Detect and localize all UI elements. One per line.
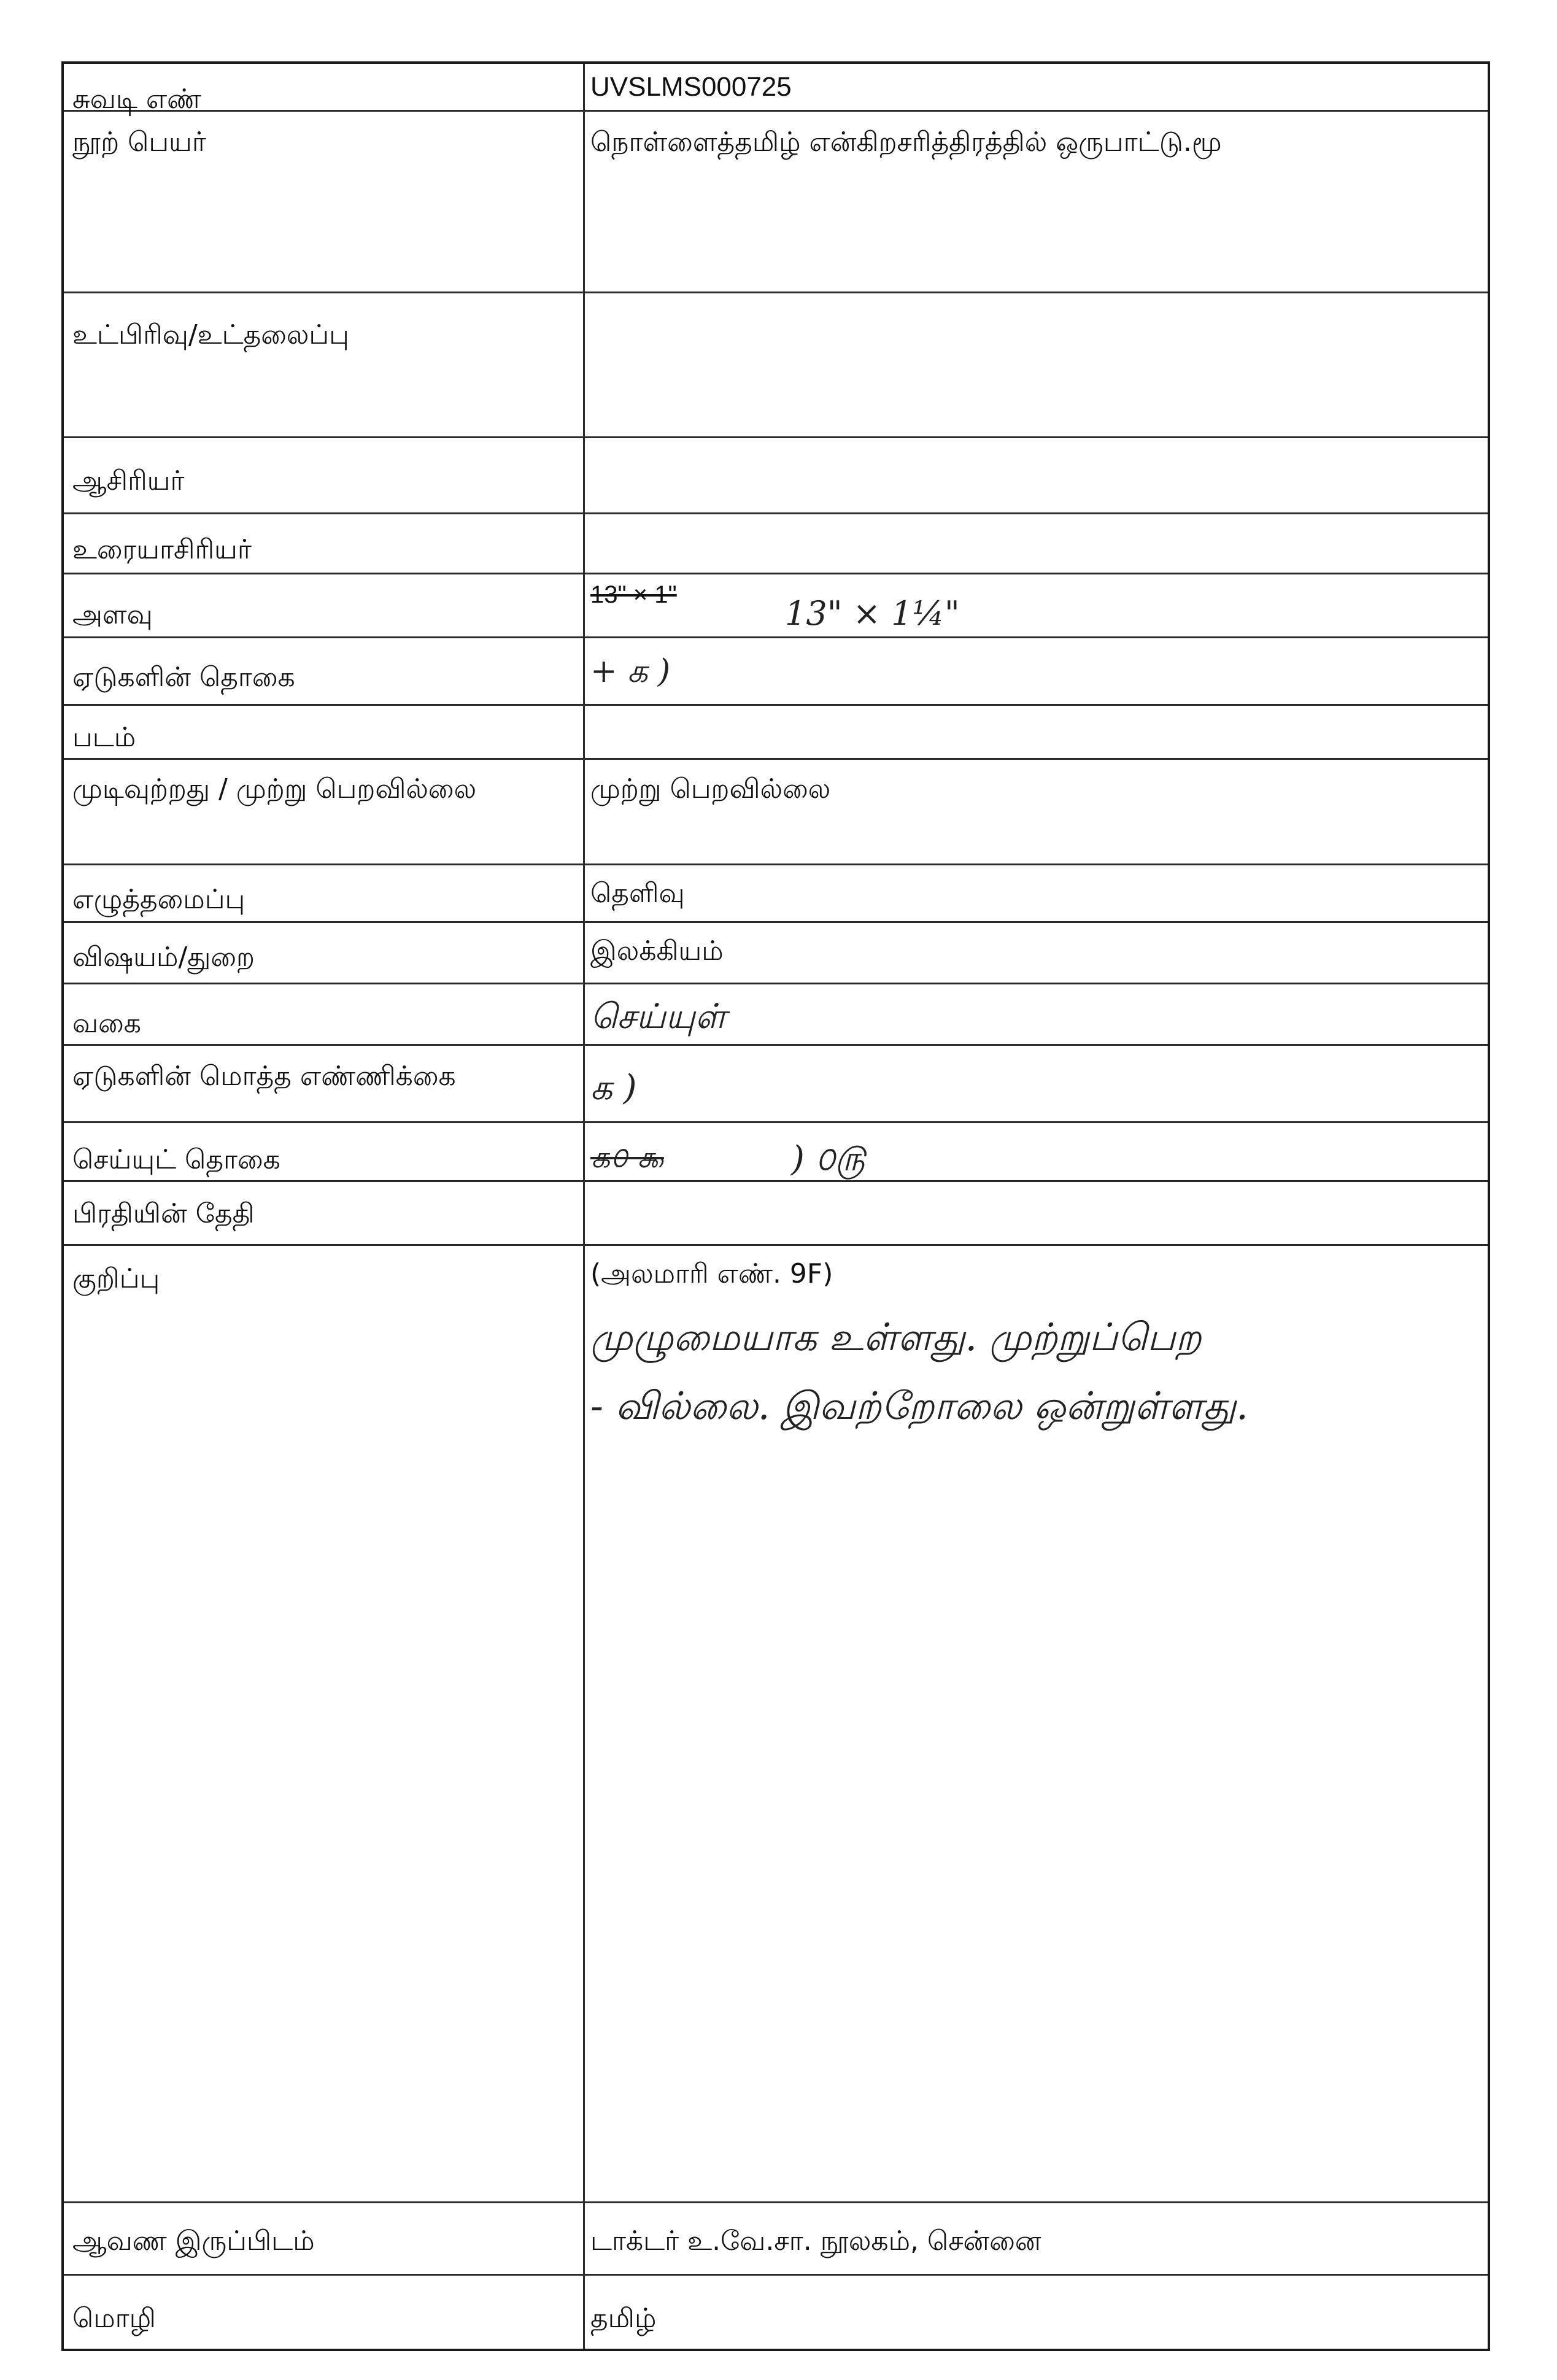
label-language: மொழி — [72, 2303, 156, 2334]
value-script: தெளிவு — [590, 878, 685, 909]
label-verse-count: செய்யுட் தொகை — [72, 1144, 280, 1175]
value-notes-handwritten-line2: - வில்லை. இவற்றோலை ஒன்றுள்ளது. — [590, 1383, 1248, 1428]
label-subject: விஷயம்/துறை — [72, 941, 255, 973]
label-completion: முடிவுற்றது / முற்று பெறவில்லை — [72, 773, 477, 805]
value-verse-count-printed: ௧௦ ௯ — [590, 1140, 664, 1175]
row-total-leaves — [64, 1046, 1488, 1123]
row-repository — [64, 2203, 1488, 2276]
row-notes — [64, 1246, 1488, 2203]
label-leaf-count: ஏடுகளின் தொகை — [72, 662, 295, 693]
catalog-record-table — [61, 61, 1490, 2351]
label-commentator: உரையாசிரியர் — [72, 534, 252, 565]
value-size-printed: 13" × 1" — [590, 581, 677, 608]
label-subdivision: உட்பிரிவு/உட்தலைப்பு — [72, 319, 349, 350]
label-manuscript-number: சுவடி எண் — [72, 83, 202, 115]
row-type — [64, 984, 1488, 1046]
value-type-handwritten: செய்யுள் — [590, 997, 727, 1037]
row-leaf-count — [64, 638, 1488, 706]
label-total-leaves: ஏடுகளின் மொத்த எண்ணிக்கை — [72, 1061, 456, 1092]
row-completion — [64, 760, 1488, 865]
row-subdivision — [64, 293, 1488, 438]
row-verse-count — [64, 1123, 1488, 1182]
value-notes-handwritten-line1: முழுமையாக உள்ளது. முற்றுப்பெற — [590, 1315, 1202, 1359]
value-language: தமிழ் — [590, 2303, 657, 2334]
label-title: நூற் பெயர் — [72, 126, 206, 158]
label-illustration: படம் — [72, 722, 136, 753]
row-manuscript-number — [64, 64, 1488, 115]
value-size-handwritten: 13" × 1¼" — [785, 594, 960, 633]
label-repository: ஆவண இருப்பிடம் — [72, 2225, 315, 2257]
row-title — [64, 112, 1488, 293]
label-notes: குறிப்பு — [72, 1263, 160, 1294]
row-script — [64, 865, 1488, 923]
value-manuscript-number: UVSLMS000725 — [590, 72, 792, 102]
value-completion: முற்று பெறவில்லை — [590, 773, 831, 805]
label-type: வகை — [72, 1008, 141, 1039]
value-repository: டாக்டர் உ.வே.சா. நூலகம், சென்னை — [590, 2225, 1041, 2257]
row-size — [64, 574, 1488, 638]
value-verse-count-handwritten: ) ௦௫ — [791, 1139, 865, 1179]
value-subject: இலக்கியம் — [590, 935, 724, 967]
label-author: ஆசிரியர் — [72, 465, 185, 496]
row-subject — [64, 923, 1488, 984]
value-total-leaves-handwritten: க ) — [590, 1068, 637, 1108]
value-notes-shelf: (அலமாரி எண். 9F) — [590, 1258, 833, 1289]
value-title: நொள்ளைத்தமிழ் என்கிறசரித்திரத்தில் ஒருபாட்டு.மூ — [590, 126, 1222, 158]
label-script: எழுத்தமைப்பு — [72, 884, 245, 915]
row-language — [64, 2276, 1488, 2351]
label-copy-date: பிரதியின் தேதி — [72, 1198, 255, 1229]
row-copy-date — [64, 1182, 1488, 1246]
value-leaf-count-handwritten: + க ) — [590, 653, 671, 690]
row-illustration — [64, 706, 1488, 760]
row-commentator — [64, 514, 1488, 574]
label-size: அளவு — [72, 599, 153, 630]
row-author — [64, 438, 1488, 514]
